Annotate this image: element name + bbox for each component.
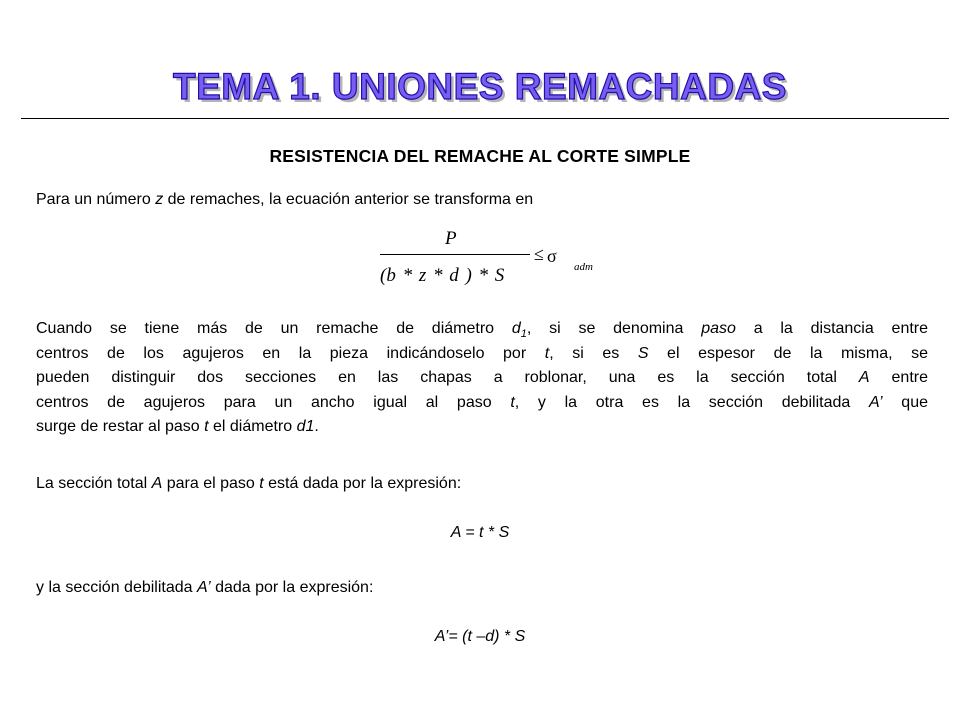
paragraph-line [36, 415, 928, 440]
text: que [882, 393, 929, 411]
text: a la distancia entre [735, 320, 929, 337]
text: . [314, 418, 319, 435]
explanation-paragraph [36, 317, 928, 440]
text: , si se denomina [526, 320, 702, 337]
term-paso: paso [701, 320, 736, 337]
text: el diámetro [208, 418, 297, 435]
text: centros de los agujeros en la pieza indicándoselo por [36, 344, 545, 362]
var-s: S [637, 344, 649, 362]
section-heading: RESISTENCIA DEL REMACHE AL CORTE SIMPLE [269, 146, 691, 166]
intro-var-z: z [155, 191, 164, 208]
intro-text-part: Para un número [36, 191, 156, 208]
var-t: t [510, 393, 515, 411]
equation-weakened-area: A’= (t –d) * S [434, 628, 526, 645]
subscript: 1 [520, 328, 527, 341]
sigma-subscript: adm [574, 261, 593, 273]
text: centros de agujeros para un ancho igual al paso [36, 393, 511, 411]
intro-text [36, 188, 533, 212]
text: y la sección debilitada [36, 579, 197, 596]
shear-formula [360, 226, 660, 296]
equation-total-area: A = t * S [450, 524, 510, 541]
var-t: t [544, 344, 550, 362]
text: surge de restar al paso [36, 418, 205, 435]
text: , si es [549, 344, 638, 362]
text: entre [869, 369, 928, 386]
var-a-prime: A’ [196, 579, 211, 596]
text: , y la otra es la sección debilitada [514, 393, 869, 411]
var-t: t [204, 418, 209, 435]
var-a-prime: A’ [868, 393, 883, 411]
text: dada por la expresión: [210, 579, 374, 596]
text: Cuando se tiene más de un remache de diámetro [36, 320, 512, 337]
section-total-text [36, 472, 461, 496]
text: pueden distinguir dos secciones en las chapas a roblonar, una es la sección total [36, 369, 859, 386]
sigma-symbol: σ [547, 246, 557, 266]
less-equal-symbol: ≤ [534, 244, 544, 264]
paragraph-line [36, 391, 928, 416]
var-d1: d1 [296, 418, 315, 435]
var-a: A [858, 369, 870, 386]
paragraph-line [36, 366, 928, 391]
text: el espesor de la misma, se [648, 344, 929, 362]
var-d: d [511, 320, 521, 337]
slide-title: TEMA 1. UNIONES REMACHADAS [173, 66, 787, 107]
section-debil-text [36, 576, 373, 600]
title-divider [21, 118, 949, 119]
var-a: A [151, 475, 163, 492]
var-t: t [259, 475, 264, 492]
formula-numerator: P [445, 228, 457, 249]
text: está dada por la expresión: [263, 475, 462, 492]
text: para el paso [162, 475, 260, 492]
formula-denominator: (b * z * d ) * S [380, 265, 505, 286]
fraction-bar [380, 254, 530, 255]
paragraph-line [36, 342, 928, 367]
paragraph-line [36, 317, 928, 342]
text: La sección total [36, 475, 152, 492]
intro-text-part: de remaches, la ecuación anterior se transforma en [163, 191, 534, 208]
